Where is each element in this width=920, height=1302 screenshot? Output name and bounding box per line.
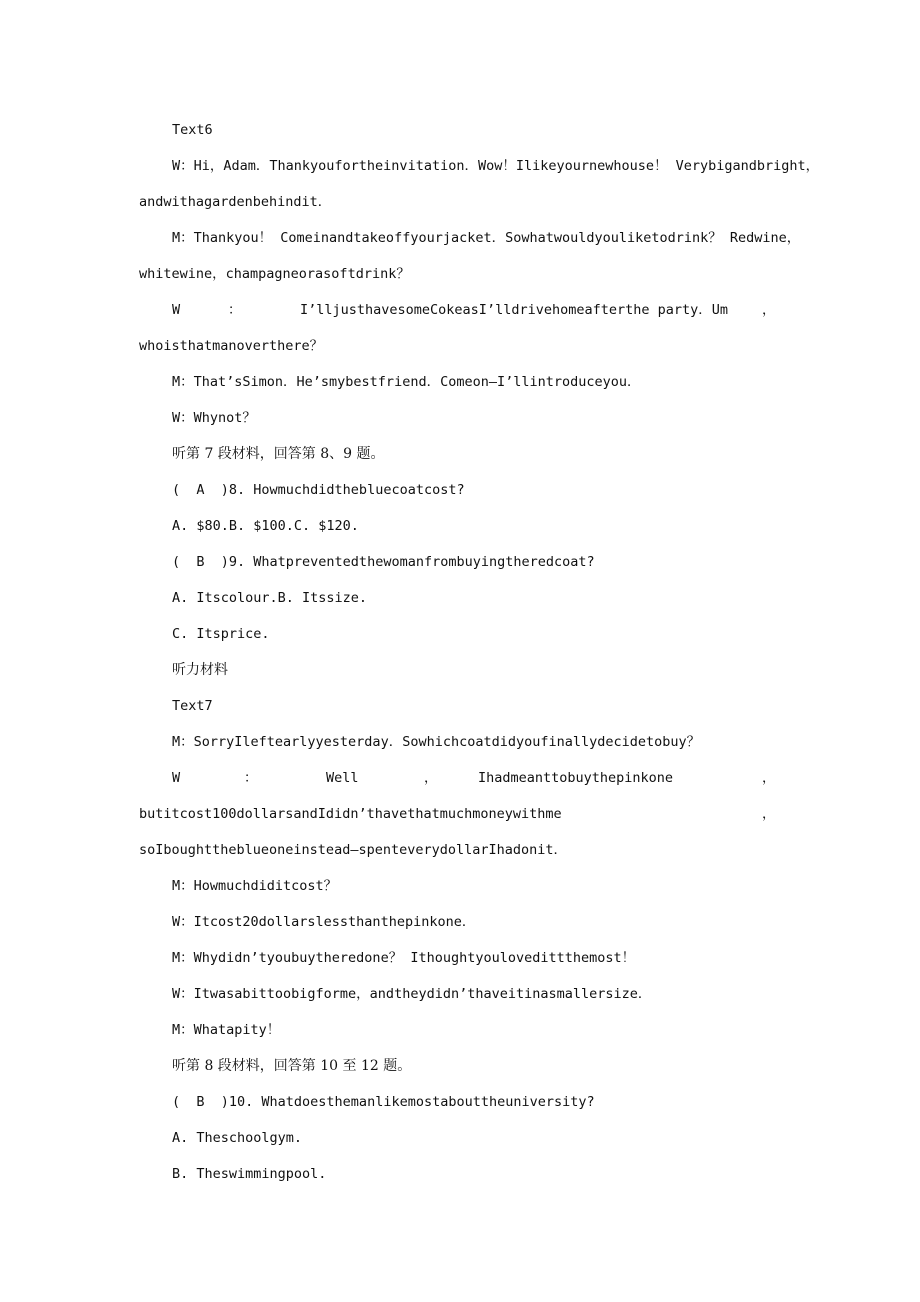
text7-w1-comma1: ， xyxy=(424,770,438,786)
question-8-options: A. $80.B. $100.C. $120. xyxy=(172,518,359,534)
dialogue-line xyxy=(0,370,920,394)
text7-m4: M：Whatapity！ xyxy=(172,1022,281,1038)
options-line xyxy=(0,1162,920,1186)
text6-w3: W：Whynot？ xyxy=(172,410,256,426)
text7-w1-text: Ihadmeanttobuythepinkone xyxy=(478,770,674,786)
text7-w1-well: Well xyxy=(326,770,359,786)
text6-w2-line2: whoisthatmanoverthere？ xyxy=(139,338,324,354)
dialogue-line xyxy=(0,334,920,358)
dialogue-line xyxy=(0,946,920,970)
material-label-line xyxy=(0,658,920,682)
instruction-line xyxy=(0,1054,920,1078)
text7-m2: M：Howmuchdiditcost？ xyxy=(172,878,338,894)
text6-m2: M：That’sSimon．He’smybestfriend．Comeon—I’llintroduceyou． xyxy=(172,374,641,390)
section7-instruction: 听第 7 段材料，回答第 8、9 题。 xyxy=(172,446,385,462)
question-line xyxy=(0,1090,920,1114)
text7-w1-colon: ： xyxy=(244,770,258,786)
text6-w2-speaker: W xyxy=(172,302,181,318)
text6-m1-line2: whitewine，champagneorasoftdrink？ xyxy=(139,266,410,282)
dialogue-line xyxy=(0,1018,920,1042)
dialogue-line-justified xyxy=(0,766,920,790)
text6-w2-comma: ， xyxy=(762,302,776,318)
question-line xyxy=(0,550,920,574)
dialogue-line xyxy=(0,226,920,250)
instruction-line xyxy=(0,442,920,466)
question-8: ( A )8. Howmuchdidthebluecoatcost? xyxy=(172,482,465,498)
dialogue-line xyxy=(0,406,920,430)
dialogue-line xyxy=(0,910,920,934)
text7-m3: M：Whydidn’tyoubuytheredone？ Ithoughtyoulovedittthemost！ xyxy=(172,950,636,966)
question-9-options-2: C. Itsprice. xyxy=(172,626,270,642)
text7-m1: M：SorryIleftearlyyesterday．Sowhichcoatdidyoufinallydecidetobuy？ xyxy=(172,734,701,750)
question-9: ( B )9. Whatpreventedthewomanfrombuyingtheredcoat? xyxy=(172,554,595,570)
question-10: ( B )10. Whatdoesthemanlikemostabouttheuniversity? xyxy=(172,1094,595,1110)
dialogue-line xyxy=(0,874,920,898)
dialogue-line-justified xyxy=(0,298,920,322)
dialogue-line xyxy=(0,730,920,754)
options-line xyxy=(0,1126,920,1150)
text7-w1-speaker: W xyxy=(172,770,181,786)
question-line xyxy=(0,478,920,502)
options-line xyxy=(0,586,920,610)
text7-w1-line2-comma: ， xyxy=(762,806,776,822)
options-line xyxy=(0,622,920,646)
text6-w1-line2: andwithagardenbehindit． xyxy=(139,194,332,210)
dialogue-line xyxy=(0,190,920,214)
question-9-options-1: A. Itscolour.B. Itssize. xyxy=(172,590,368,606)
text6-w1-line1: W：Hi，Adam．Thankyoufortheinvitation．Wow！Ilikeyournewhouse！ Verybigandbright， xyxy=(172,158,820,174)
text7-w1-line2: butitcost100dollarsandIdidn’thavethatmuchmoneywithme xyxy=(139,806,562,822)
dialogue-line xyxy=(0,838,920,862)
dialogue-line xyxy=(0,262,920,286)
options-line xyxy=(0,514,920,538)
question-10-option-a: A. Theschoolgym. xyxy=(172,1130,303,1146)
dialogue-line xyxy=(0,982,920,1006)
question-10-option-b: B. Theswimmingpool. xyxy=(172,1166,327,1182)
text6-w2-text: I’lljusthavesomeCokeasI’lldrivehomeafterthe party．Um xyxy=(300,302,729,318)
text7-heading: Text7 xyxy=(172,698,213,714)
text6-heading: Text6 xyxy=(172,122,213,138)
dialogue-line xyxy=(0,154,920,178)
text6-w2-colon: ： xyxy=(228,302,242,318)
listening-material-label: 听力材料 xyxy=(172,662,228,678)
dialogue-line-justified xyxy=(0,802,920,826)
text7-w1-line3: soIboughttheblueoneinstead—spenteverydollarIhadonit． xyxy=(139,842,568,858)
text7-w2: W：Itcost20dollarslessthanthepinkone． xyxy=(172,914,476,930)
text7-heading-line xyxy=(0,694,920,718)
text6-m1-line1: M：Thankyou！ Comeinandtakeoffyourjacket．Sowhatwouldyouliketodrink？ Redwine， xyxy=(172,230,801,246)
text7-w3: W：Itwasabittoobigforme，andtheydidn’thaveitinasmallersize． xyxy=(172,986,652,1002)
text6-heading-line xyxy=(0,118,920,142)
text7-w1-comma2: ， xyxy=(762,770,776,786)
section8-instruction: 听第 8 段材料，回答第 10 至 12 题。 xyxy=(172,1058,412,1074)
